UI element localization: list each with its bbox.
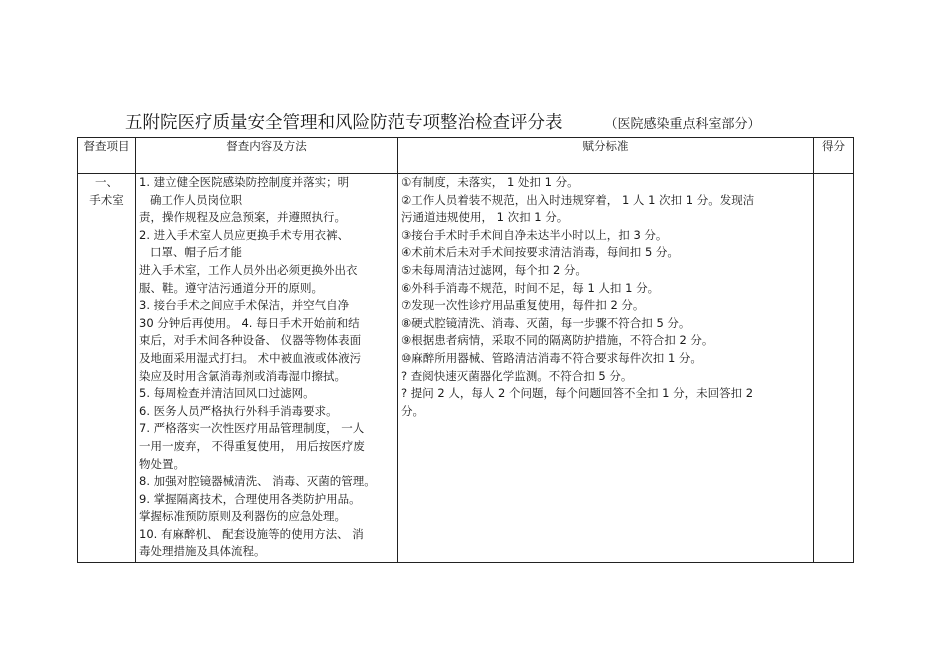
table-row [78,174,854,563]
title-main: 五附院医疗质量安全管理和风险防范专项整治检查评分表 [125,113,563,133]
header-category: 督查项目 [78,138,136,174]
content-line: 确工作人员岗位职 [139,192,242,207]
category-cell [78,174,136,563]
content-line: 口罩、帽子后才能 [139,245,242,260]
content-line: 物处置。 [139,456,185,471]
content-line: 30 分钟后再使用。 4. 每日手术开始前和结 [139,315,360,330]
content-line: 及地面采用湿式打扫。 术中被血液或体液污 [139,350,362,365]
criteria-line: ④术前术后未对手术间按要求清洁消毒，每间扣 5 分。 [401,245,679,260]
criteria-cell [398,174,814,563]
document-title [125,109,925,134]
content-line: 服、鞋。遵守洁污通道分开的原则。 [139,280,323,295]
criteria-line: ? 提问 2 人，每人 2 个问题，每个问题回答不全扣 1 分，未回答扣 2 [401,386,754,401]
content-line: 7. 严格落实一次性医疗用品管理制度， 一人 [139,421,365,436]
content-line: 毒处理措施及具体流程。 [139,544,266,559]
criteria-line: ⑥外科手消毒不规范，时间不足，每 1 人扣 1 分。 [401,280,660,295]
content-line: 2. 进入手术室人员应更换手术专用衣裤、 [139,227,350,242]
score-cell [814,174,854,563]
content-line: 1. 建立健全医院感染防控制度并落实；明 [139,175,350,189]
category-line: 手术室 [89,192,124,207]
criteria-line: ⑤未每周清洁过滤网，每个扣 2 分。 [401,262,587,277]
content-line: 责，操作规程及应急预案，并遵照执行。 [139,210,346,225]
criteria-line: ③接台手术时手术间自净未达半小时以上，扣 3 分。 [401,227,668,242]
criteria-line: ? 查阅快速灭菌器化学监测。不符合扣 5 分。 [401,368,633,383]
content-line: 10. 有麻醉机、 配套设施等的使用方法、 消 [139,526,364,541]
criteria-line: ①有制度，未落实， 1 处扣 1 分。 [401,175,579,189]
criteria-line: ②工作人员着装不规范，出入时违规穿着， 1 人 1 次扣 1 分。发现洁 [401,192,755,207]
content-line: 染应及时用含氯消毒剂或消毒湿巾擦拭。 [139,368,346,383]
content-line: 进入手术室，工作人员外出必须更换外出衣 [139,262,358,277]
content-cell [136,174,398,563]
criteria-line: ⑨根据患者病情，采取不同的隔离防护措施，不符合扣 2 分。 [401,333,714,348]
category-line: 一、 [95,175,118,189]
criteria-line: 污通道违规使用， 1 次扣 1 分。 [401,210,569,225]
header-score: 得分 [814,138,854,174]
content-line: 5. 每周检查并清洁回风口过滤网。 [139,386,315,401]
criteria-line: ⑦发现一次性诊疗用品重复使用，每件扣 2 分。 [401,298,645,313]
criteria-line: ⑩麻醉所用器械、管路清洁消毒不符合要求每件次扣 1 分。 [401,350,702,365]
criteria-line: ⑧硬式腔镜清洗、消毒、灭菌，每一步骤不符合扣 5 分。 [401,315,691,330]
table-header-row [78,138,854,174]
header-content: 督查内容及方法 [136,138,398,174]
content-line: 8. 加强对腔镜器械清洗、 消毒、灭菌的管理。 [139,474,376,489]
content-line: 一用一废弃， 不得重复使用， 用后按医疗废 [139,438,365,453]
title-sub: （医院感染重点科室部分） [604,117,761,132]
content-line: 3. 接台手术之间应手术保洁，并空气自净 [139,298,350,313]
header-criteria: 赋分标准 [398,138,814,174]
content-line: 9. 掌握隔离技术，合理使用各类防护用品。 [139,491,361,506]
content-line: 6. 医务人员严格执行外科手消毒要求。 [139,403,338,418]
content-line: 束后，对手术间各种设备、 仪器等物体表面 [139,333,362,348]
criteria-line: 分。 [401,403,424,418]
content-line: 掌握标准预防原则及利器伤的应急处理。 [139,509,346,524]
scoring-table [77,137,854,563]
